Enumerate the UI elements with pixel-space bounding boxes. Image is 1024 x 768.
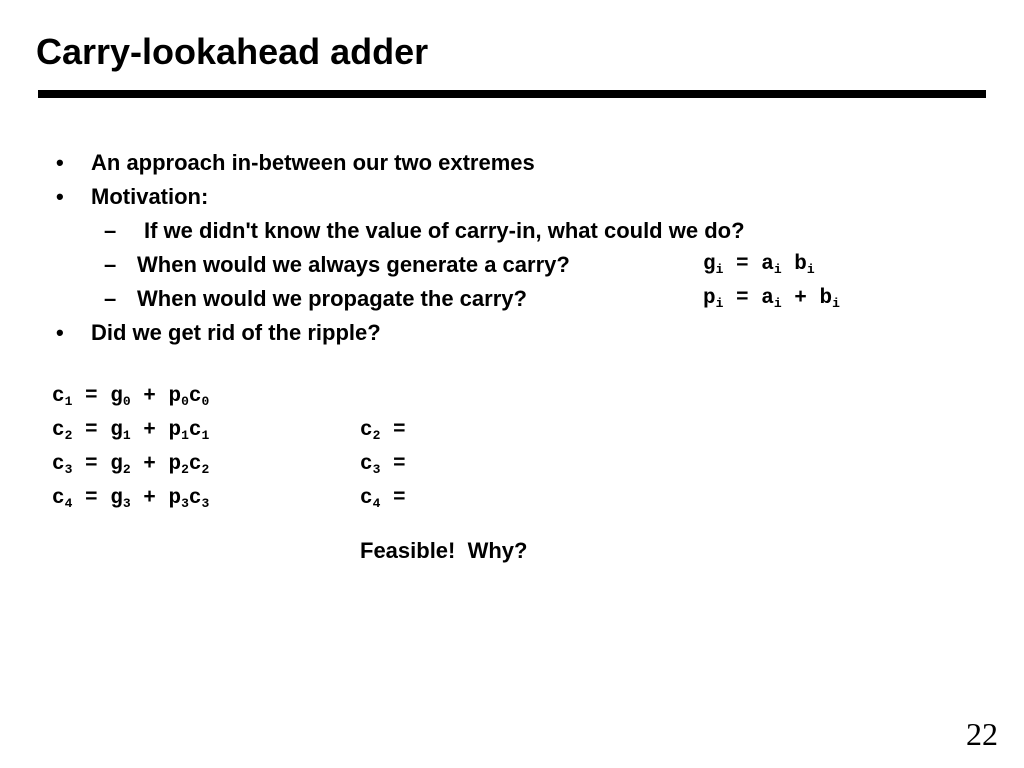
page-number: 22 xyxy=(966,716,998,752)
sub-bullet-text: When would we propagate the carry? xyxy=(137,286,527,311)
feasible-note: Feasible! Why? xyxy=(360,538,528,563)
slide-title: Carry-lookahead adder xyxy=(36,31,429,72)
bullet-marker: • xyxy=(56,184,64,209)
sub-bullet-text: If we didn't know the value of carry-in, what could we do? xyxy=(144,218,745,243)
propagate-formula: $p_i = a_i + b_i$ xyxy=(703,287,840,311)
expansion-equation-c2: $c_2$ = xyxy=(360,419,406,443)
carry-equation-c4: $c_4 = g_3 + p_3c_3$ xyxy=(52,487,210,511)
carry-equation-c1: $c_1 = g_0 + p_0c_0$ xyxy=(52,385,210,409)
bullet-marker: • xyxy=(56,320,64,345)
dash-marker: – xyxy=(104,286,117,311)
dash-marker: – xyxy=(104,252,117,277)
dash-marker: – xyxy=(104,218,117,243)
expansion-equation-c3: $c_3$ = xyxy=(360,453,406,477)
bullet-marker: • xyxy=(56,150,64,175)
bullet-text: Did we get rid of the ripple? xyxy=(91,320,381,345)
carry-equation-c3: $c_3 = g_2 + p_2c_2$ xyxy=(52,453,210,477)
carry-equation-c2: $c_2 = g_1 + p_1c_1$ xyxy=(52,419,210,443)
bullet-text: Motivation: xyxy=(91,184,209,209)
sub-bullet-text: When would we always generate a carry? xyxy=(137,252,570,277)
generate-formula: $g_i = a_i$ $b_i$ xyxy=(703,253,815,277)
expansion-equation-c4: $c_4$ = xyxy=(360,487,406,511)
title-divider xyxy=(38,90,986,98)
bullet-text: An approach in-between our two extremes xyxy=(91,150,535,175)
